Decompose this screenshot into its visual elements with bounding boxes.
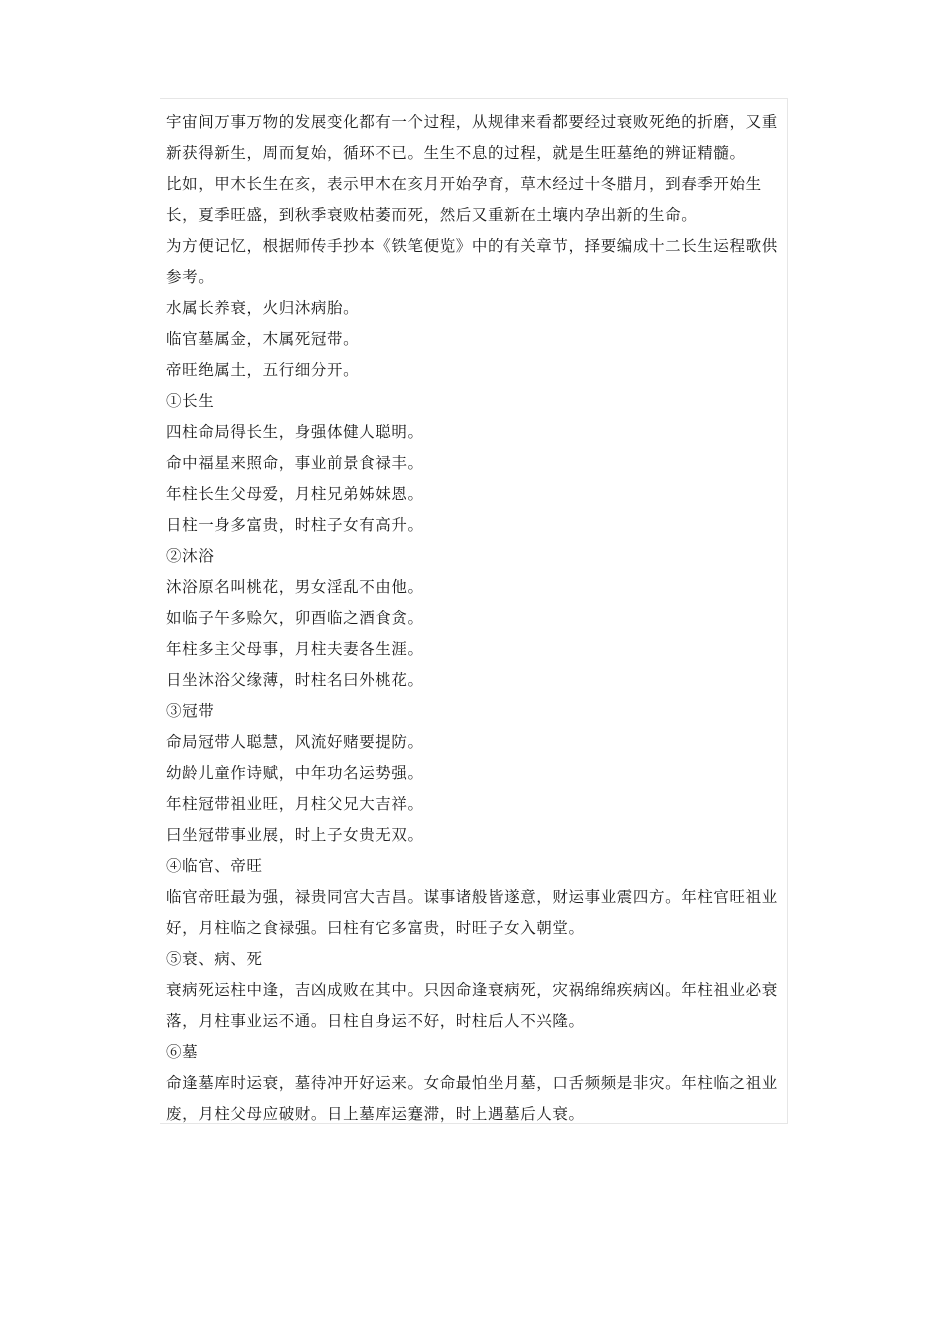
section-heading-guandai: ③冠带 [166,702,215,720]
section-body-mu: 命逢墓库时运衰，墓待冲开好运来。女命最怕坐月墓，口舌频频是非灾。年柱临之祖业废，月柱父母应破财。日上墓库运蹇滞，时上遇墓后人衰。 [166,1074,778,1123]
verse-line: 日柱一身多富贵，时柱子女有高升。 [166,516,424,534]
intro-paragraph-3: 为方便记忆，根据师传手抄本《铁笔便览》中的有关章节，择要编成十二长生运程歌供参考。 [166,237,778,286]
section-heading-mu: ⑥墓 [166,1043,199,1061]
verse-line: 水属长养衰，火归沐病胎。 [166,299,360,317]
verse-line: 日坐沐浴父缘薄，时柱名曰外桃花。 [166,671,424,689]
intro-paragraph-2: 比如，甲木长生在亥，表示甲木在亥月开始孕育，草木经过十冬腊月，到春季开始生长，夏季旺盛，到秋季衰败枯萎而死，然后又重新在土壤内孕出新的生命。 [166,175,762,224]
verse-line: 如临子午多赊欠，卯酉临之酒食贪。 [166,609,424,627]
verse-line: 命中福星来照命，事业前景食禄丰。 [166,454,424,472]
section-heading-muyu: ②沐浴 [166,547,215,565]
verse-line: 年柱多主父母事，月柱夫妻各生涯。 [166,640,424,658]
verse-line: 年柱冠带祖业旺，月柱父兄大吉祥。 [166,795,424,813]
verse-line: 临官墓属金，木属死冠带。 [166,330,360,348]
verse-line: 年柱长生父母爱，月柱兄弟姊妹恩。 [166,485,424,503]
article-content-box [160,98,788,1124]
section-heading-shuai-bing-si: ⑤衰、病、死 [166,950,263,968]
section-body-shuai-bing-si: 衰病死运柱中逢，吉凶成败在其中。只因命逢衰病死，灾祸绵绵疾病凶。年柱祖业必衰落，月柱事业运不通。日柱自身运不好，时柱后人不兴隆。 [166,981,778,1030]
verse-line: 幼龄儿童作诗赋，中年功名运势强。 [166,764,424,782]
section-heading-changsheng: ①长生 [166,392,215,410]
verse-line: 曰坐冠带事业展，时上子女贵无双。 [166,826,424,844]
verse-line: 四柱命局得长生，身强体健人聪明。 [166,423,424,441]
verse-line: 命局冠带人聪慧，风流好赌要提防。 [166,733,424,751]
verse-line: 沐浴原名叫桃花，男女淫乱不由他。 [166,578,424,596]
intro-paragraph-1: 宇宙间万事万物的发展变化都有一个过程，从规律来看都要经过衰败死绝的折磨，又重新获得新生，周而复始，循环不已。生生不息的过程，就是生旺墓绝的辨证精髓。 [166,113,778,162]
section-heading-linguan-diwang: ④临官、帝旺 [166,857,263,875]
section-body-linguan-diwang: 临官帝旺最为强，禄贵同宫大吉昌。谋事诸般皆遂意，财运事业震四方。年柱官旺祖业好，月柱临之食禄强。曰柱有它多富贵，时旺子女入朝堂。 [166,888,778,937]
verse-line: 帝旺绝属土，五行细分开。 [166,361,360,379]
